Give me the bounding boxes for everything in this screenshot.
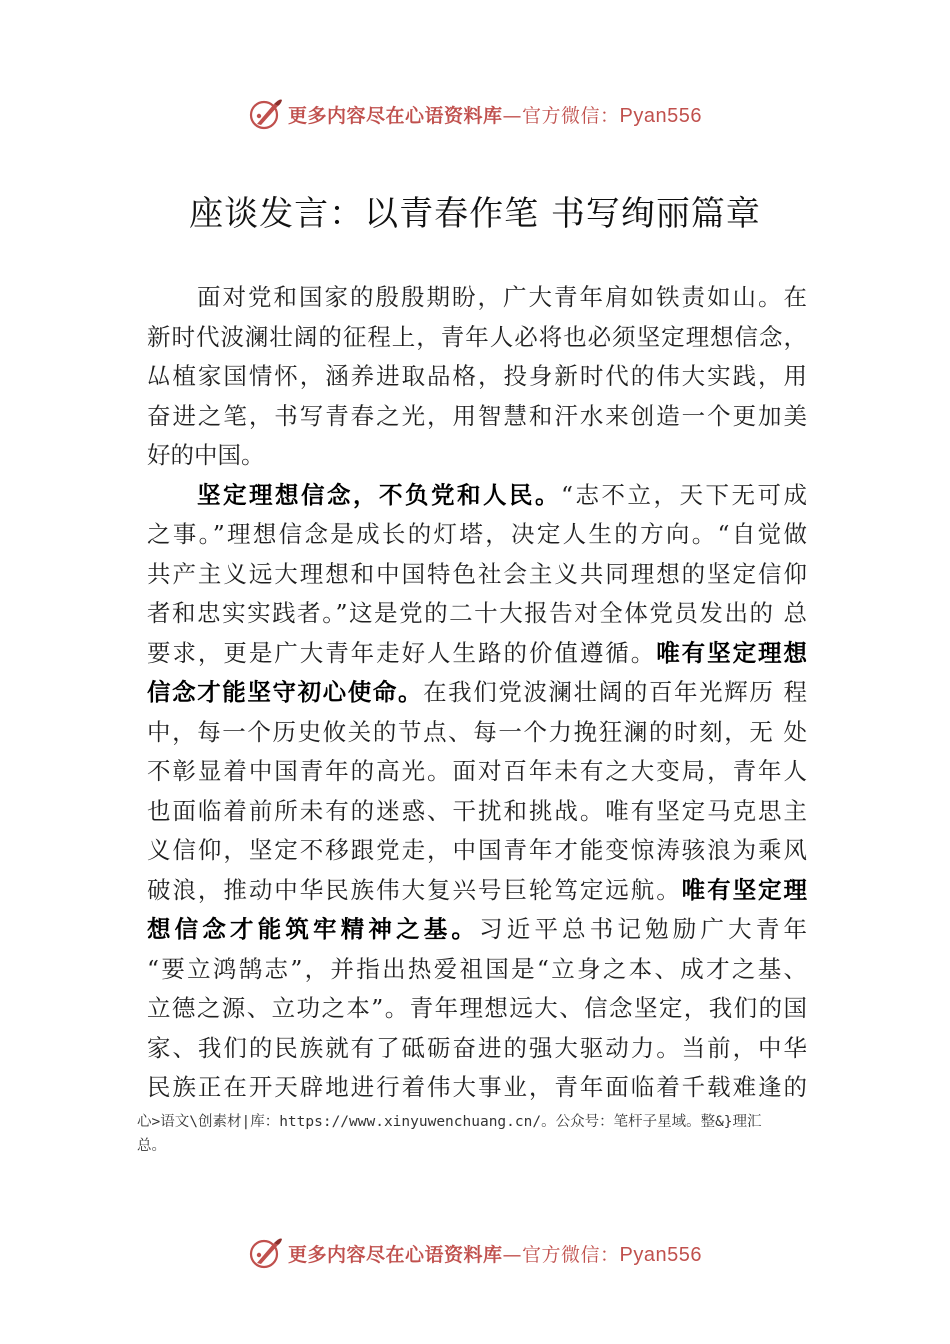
banner-text: 更多内容尽在心语资料库—官方微信：Pyan556 [288,104,702,127]
footer-banner [0,1233,950,1273]
body-text: 共产主义远大理想和中国特色社会主义共同理想的坚定信仰 [147,559,807,588]
body-text: 奋进之笔，书写青春之光，用智慧和汗水来创造一个更加美 [147,401,807,430]
bold-heading-text: 唯有坚定理 [681,875,807,904]
body-text: 中，每一个历史攸关的节点、每一个力挽狂澜的时刻，无 处 [147,717,807,746]
text-line [147,357,807,397]
text-line [147,476,807,516]
body-text: 习近平总书记勉励广大青年 [479,915,807,943]
body-text: 义信仰，坚定不移跟党走，中国青年才能变惊涛骇浪为乘风 [147,836,807,864]
text-line [147,436,807,476]
text-line [147,950,807,990]
body-text: 新时代波澜壮阔的征程上，青年人必将也必须坚定理想信念， [147,322,807,351]
text-line [147,871,807,911]
text-line [147,910,807,950]
text-line [147,752,807,792]
text-line [147,278,807,318]
body-text: “志不立，天下无可成 [561,480,807,509]
body-text: 在我们党波澜壮阔的百年光辉历 程 [423,678,807,706]
text-line [147,1029,807,1069]
bold-heading-text: 信念才能坚守初心使命。 [147,678,424,706]
source-note-line: 心>语文\创素材|库：https://www.xinyuwenchuang.cn/。公众号：笔杆子星域。整&}理汇 [137,1114,762,1130]
source-note-line: 总。 [137,1138,166,1154]
text-line [147,634,807,674]
text-line [147,555,807,595]
text-line [147,989,807,1029]
body-text: 立德之源、立功之本”。青年理想远大、信念坚定，我们的国 [147,994,807,1022]
body-text: 好的中国。 [147,441,265,469]
body-text: 面对党和国家的殷殷期盼，广大青年肩如铁责如山。在 [197,283,807,311]
text-line [147,1068,807,1108]
header-banner [0,94,950,134]
quill-logo-icon [248,1235,284,1271]
article-body [147,278,807,1108]
banner-text: 更多内容尽在心语资料库—官方微信：Pyan556 [288,1243,702,1266]
text-line [147,792,807,832]
body-text: 民族正在开天辟地进行着伟大事业，青年面临着千载难逢的 [147,1073,807,1101]
text-line [147,673,807,713]
body-text: “要立鸿鹄志”，并指出热爱祖国是“立身之本、成才之基、 [147,954,807,983]
bold-heading-text: 坚定理想信念，不负党和人民。 [197,480,561,509]
bold-heading-text: 唯有坚定理想 [656,638,807,667]
text-line [147,713,807,753]
text-line [147,318,807,358]
text-line [147,397,807,437]
body-text: 要求，更是广大青年走好人生路的价值遵循。 [147,638,657,667]
body-text: 不彰显着中国青年的高光。面对百年未有之大变局，青年人 [147,757,807,785]
body-text: 破浪，推动中华民族伟大复兴号巨轮笃定远航。 [147,875,682,904]
quill-logo-icon [248,96,284,132]
body-text: 厸植家国情怀，涵养进取品格，投身新时代的伟大实践，用 [147,362,807,390]
body-text: 之事。”理想信念是成长的灯塔，决定人生的方向。“自觉做 [147,520,807,548]
body-text: 者和忠实实践者。”这是党的二十大报告对全体党员发出的 总 [147,599,807,627]
body-text: 也面临着前所未有的迷惑、干扰和挑战。唯有坚定马克思主 [147,796,807,825]
source-note [137,1110,837,1158]
text-line [147,831,807,871]
page-title: 座谈发言：以青春作笔 书写绚丽篇章 [189,194,761,234]
text-line [147,594,807,634]
text-line [147,515,807,555]
bold-heading-text: 想信念才能筑牢精神之基。 [147,915,480,943]
body-text: 家、我们的民族就有了砥砺奋进的强大驱动力。当前，中华 [147,1033,807,1062]
